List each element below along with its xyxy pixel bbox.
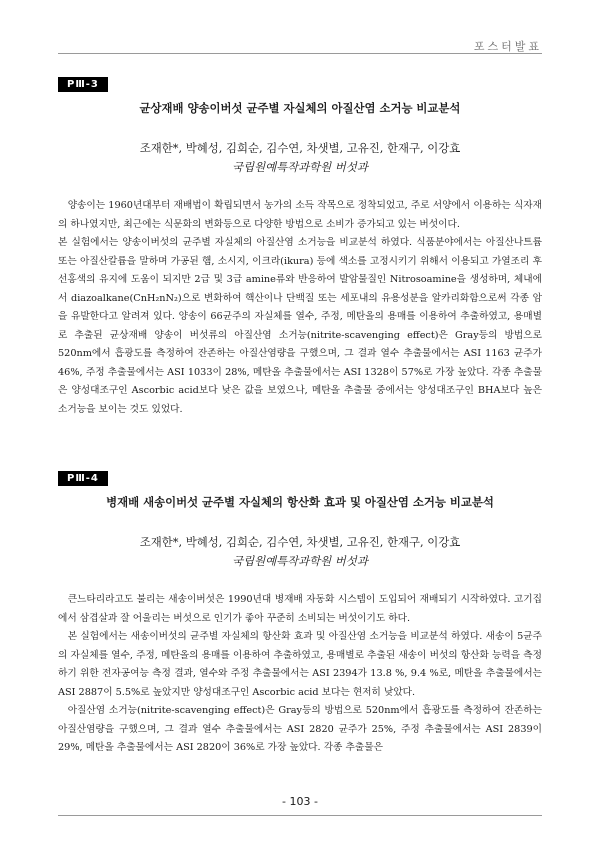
abstract-affiliation: 국립원예특작과학원 버섯과	[232, 160, 368, 174]
abstract-p3-3	[58, 72, 542, 419]
abstract-title: 병재배 새송이버섯 균주별 자실체의 항산화 효과 및 아질산염 소거능 비교분석	[106, 495, 494, 509]
abstract-badge: PⅢ-4	[58, 471, 108, 486]
abstract-badge: PⅢ-3	[58, 77, 108, 92]
abstract-paragraph: 본 실험에서는 양송이버섯의 균주별 자실체의 아질산염 소거능을 비교분석 하였다. 식품분야에서는 아질산나트륨 또는 아질산칼륨을 말하며 가공된 햄, 소시지, 이크라(ikura) 등에 색소를 고정시키기 위해서 이용되고 가열조리 후 선홍색의 유지에 도움이 되지만 2급 및 3급 amine류와 반응하여 발암물질인 Nitrosoamine을 생성하며, 체내에서 diazoalkane(CnH₂nN₂)으로 변화하여 핵산이나 단백질 또는 세포내의 유용성분을 알카리화함으로써 각종 암을 유발한다고 알려져 있다. 양송이 66균주의 자실체를 열수, 주정, 메탄올의 용매를 이용하여 추출하였고, 용매별로 추출된 균상재배 양송이 버섯류의 아질산염 소거능(nitrite-scavenging effect)은 Gray등의 방법으로 520nm에서 흡광도를 측정하여 잔존하는 아질산염량을 구했으며, 그 결과 열수 추출물에서는 ASI 1163 균주가 46%, 주정 추출물에서는 ASI 1033이 28%, 메탄올 추출물에서는 ASI 1328이 57%로 가장 높았다. 각종 추출물은 양성대조구인 Ascorbic acid보다 낮은 값을 보였으나, 메탄올 추출물 중에서는 양성대조구인 BHA보다 높은 소거능을 보이는 것도 있었다.	[58, 237, 542, 415]
page-number: - 103 -	[282, 795, 318, 808]
abstract-body	[58, 591, 542, 758]
abstract-body	[58, 197, 542, 419]
abstract-paragraph: 본 실험에서는 새송이버섯의 균주별 자실체의 항산화 효과 및 아질산염 소거능을 비교분석 하였다. 새송이 5균주의 자실체를 열수, 주정, 메탄올의 용매를 이용하여 추출하였고, 용매별로 추출된 새송이 버섯의 항산화 능력을 측정하기 위한 전자공여능 측정 결과, 열수와 주정 추출물에서는 ASI 2394가 13.8 %, 9.4 %로, 메탄올 추출물에서는 ASI 2887이 5.5%로 높았지만 양성대조구인 Ascorbic acid 보다는 현저히 낮았다.	[58, 631, 542, 698]
header-rule	[58, 53, 542, 54]
abstract-authors: 조재한*, 박혜성, 김희순, 김수연, 차샛별, 고유진, 한재구, 이강효	[139, 535, 461, 549]
abstract-p3-4	[58, 466, 542, 758]
abstract-affiliation: 국립원예특작과학원 버섯과	[232, 554, 368, 568]
abstract-authors: 조재한*, 박혜성, 김희순, 김수연, 차샛별, 고유진, 한재구, 이강효	[139, 141, 461, 155]
abstract-paragraph: 양송이는 1960년대부터 재배법이 확립되면서 농가의 소득 작목으로 정착되었고, 주로 서양에서 이용하는 식자재의 하나였지만, 최근에는 식문화의 변화등으로 다양한 방법으로 소비가 증가되고 있는 버섯이다.	[58, 200, 542, 230]
footer-rule	[58, 815, 542, 816]
abstract-paragraph: 큰느타리라고도 불리는 새송이버섯은 1990년대 병재배 자동화 시스템이 도입되어 재배되기 시작하였다. 고기집에서 삼겹살과 잘 어울리는 버섯으로 인기가 좋아 꾸준히 소비되는 버섯이기도 하다.	[58, 594, 542, 624]
header-label: 포스터발표	[473, 40, 542, 53]
abstract-title: 균상재배 양송이버섯 균주별 자실체의 아질산염 소거능 비교분석	[139, 101, 461, 115]
abstract-paragraph: 아질산염 소거능(nitrite-scavenging effect)은 Gray등의 방법으로 520nm에서 흡광도를 측정하여 잔존하는 아질산염량을 구했으며, 그 결과 열수 추출물에서는 ASI 2820 균주가 25%, 주정 추출물에서는 ASI 2839이 29%, 메탄올 추출물에서는 ASI 2820이 36%로 가장 높았다. 각종 추출물은	[58, 705, 542, 753]
